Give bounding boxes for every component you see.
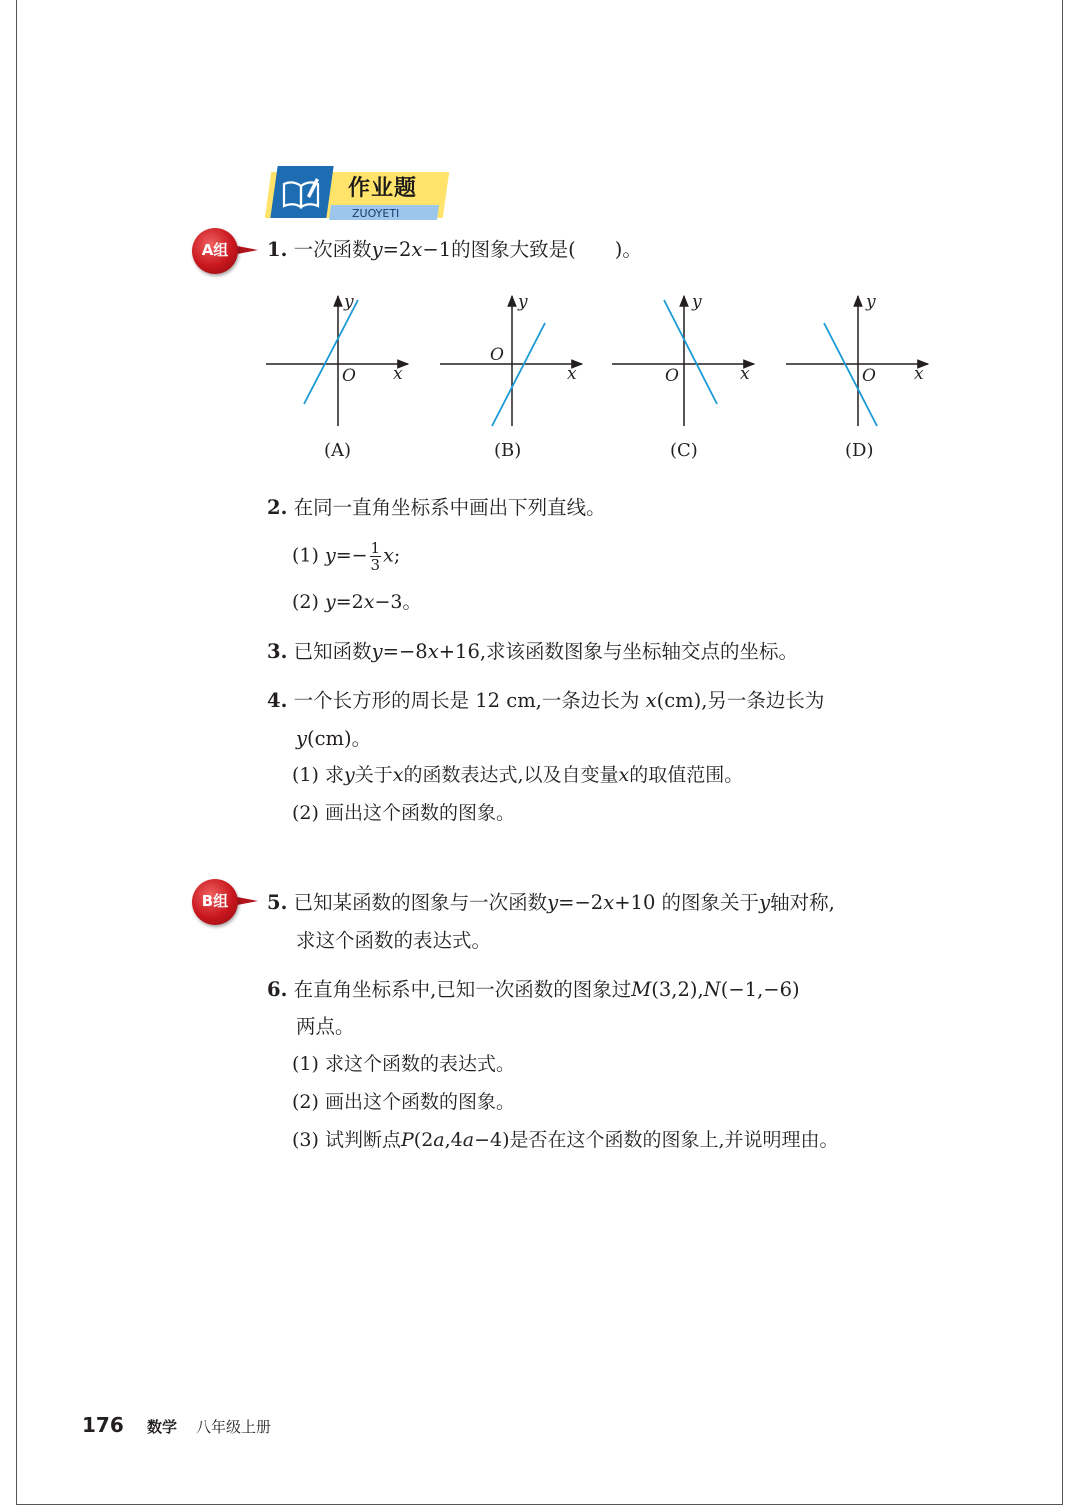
q3-post: +16,求该函数图象与坐标轴交点的坐标。 <box>438 640 799 663</box>
q1-var-y: y <box>371 238 383 261</box>
q5-line-2: 求这个函数的表达式。 <box>296 929 492 952</box>
q2-p1-eq: =− <box>335 544 368 567</box>
question-5 <box>267 890 835 916</box>
q2-p1-fraction <box>370 540 382 573</box>
q1-text-pre: 一次函数 <box>293 238 372 261</box>
q1-eq-mid: =2 <box>382 238 412 261</box>
q2-text: 在同一直角坐标系中画出下列直线。 <box>293 496 606 519</box>
graph-a-x-label: x <box>393 364 403 384</box>
q2-p1-end: ; <box>393 544 401 567</box>
graph-c-x-label: x <box>740 364 750 384</box>
q4-p1-a: 求 <box>324 764 344 786</box>
question-6 <box>267 977 800 1003</box>
q6-p1-text: 求这个函数的表达式。 <box>324 1053 515 1075</box>
page-number: 176 <box>82 1413 124 1437</box>
q3-var-x: x <box>427 640 439 663</box>
graph-c-label: (C) <box>670 440 698 461</box>
question-number: 1. <box>267 238 288 261</box>
q2-part-2 <box>292 589 421 615</box>
q4-part-1-label: (1) <box>292 764 319 786</box>
group-b-badge: B组 <box>192 879 238 925</box>
q6-part-2-label: (2) <box>292 1091 319 1113</box>
q1-eq-post: −1 <box>422 238 452 261</box>
q5-line1-post: +10 的图象关于 <box>614 891 760 914</box>
q5-line1-mid: =−2 <box>558 891 604 914</box>
q5-line1-end: 轴对称, <box>770 891 835 914</box>
q6-line1-pre: 在直角坐标系中,已知一次函数的图象过 <box>293 978 632 1001</box>
q6-p3-point-p: P <box>400 1129 414 1151</box>
graph-b-origin: O <box>490 345 504 365</box>
q4-line2-post: (cm)。 <box>307 727 372 750</box>
q3-pre: 已知函数 <box>293 640 372 663</box>
question-number: 2. <box>267 496 288 519</box>
q2-part-1-label: (1) <box>292 544 319 567</box>
graph-option-c <box>612 296 754 426</box>
question-1 <box>267 237 642 263</box>
q1-var-x: x <box>411 238 423 261</box>
q4-line1-post: (cm),另一条边长为 <box>656 689 825 712</box>
q6-point-m: M <box>631 978 652 1001</box>
q4-var-x: x <box>645 689 657 712</box>
q6-m-coord: (3,2), <box>651 978 704 1001</box>
graph-a-label: (A) <box>324 440 352 461</box>
graph-b-label: (B) <box>494 440 522 461</box>
graph-option-d <box>786 296 928 426</box>
question-3 <box>267 639 798 665</box>
q6-n-coord: (−1,−6) <box>720 978 800 1001</box>
footer-subject: 数学 <box>147 1418 178 1436</box>
q6-p3-var-a2: a <box>462 1129 475 1151</box>
q4-p1-y: y <box>343 764 355 786</box>
open-book-pencil-icon <box>280 174 324 212</box>
q4-part-1 <box>292 762 743 788</box>
q2-p2-end: −3。 <box>374 591 422 613</box>
q2-p1-x: x <box>383 544 394 567</box>
q6-part-3-label: (3) <box>292 1129 319 1151</box>
graph-option-b <box>440 296 582 426</box>
q6-line-2: 两点。 <box>296 1015 355 1038</box>
page-border <box>16 0 1063 1505</box>
graph-d-origin: O <box>862 366 876 386</box>
q6-p3-var-a1: a <box>433 1129 445 1151</box>
q4-var-y: y <box>296 727 308 750</box>
q6-p3-d: −4)是否在这个函数的图象上,并说明理由。 <box>474 1129 839 1151</box>
q4-p1-x2: x <box>618 764 630 786</box>
q6-part-2 <box>292 1089 515 1115</box>
question-number: 4. <box>267 689 288 712</box>
graph-c-origin: O <box>665 366 679 386</box>
header-title: 作业题 <box>348 176 418 201</box>
graph-d-y-label: y <box>866 292 876 312</box>
header-subtitle: ZUOYETI <box>352 207 400 220</box>
fraction-numerator: 1 <box>370 539 381 557</box>
graph-a-origin: O <box>342 366 356 386</box>
question-number: 6. <box>267 978 288 1001</box>
q6-point-n: N <box>703 978 721 1001</box>
q2-part-1 <box>292 540 400 573</box>
q4-part-2-label: (2) <box>292 802 319 824</box>
question-4 <box>267 688 824 714</box>
q2-p2-y: y <box>324 591 336 613</box>
q5-var-y: y <box>547 891 559 914</box>
question-2 <box>267 495 606 521</box>
graph-b-y-label: y <box>518 292 528 312</box>
question-number: 5. <box>267 891 288 914</box>
q5-var-x: x <box>603 891 615 914</box>
q6-part-1-label: (1) <box>292 1053 319 1075</box>
q5-line1-pre: 已知某函数的图象与一次函数 <box>293 891 548 914</box>
graph-b-x-label: x <box>567 364 577 384</box>
q6-p2-text: 画出这个函数的图象。 <box>324 1091 515 1113</box>
q4-p1-c: 的函数表达式,以及自变量 <box>403 764 619 786</box>
footer-grade: 八年级上册 <box>196 1418 272 1436</box>
graph-a-y-label: y <box>344 292 354 312</box>
q2-p1-y: y <box>324 544 336 567</box>
graph-option-a <box>266 296 408 426</box>
q6-part-1 <box>292 1051 515 1077</box>
q4-p2-text: 画出这个函数的图象。 <box>324 802 515 824</box>
group-a-badge: A组 <box>192 228 238 274</box>
graph-d-label: (D) <box>845 440 874 461</box>
q6-part-3 <box>292 1127 839 1153</box>
q6-p3-c: ,4 <box>444 1129 463 1151</box>
q5-var-y2: y <box>759 891 771 914</box>
q6-p3-a: 试判断点 <box>324 1129 401 1151</box>
q2-part-2-label: (2) <box>292 591 319 613</box>
q4-line1-pre: 一个长方形的周长是 12 cm,一条边长为 <box>293 689 646 712</box>
q4-p1-d: 的取值范围。 <box>629 764 744 786</box>
question-number: 3. <box>267 640 288 663</box>
q4-line-2 <box>296 726 371 752</box>
q2-p2-eq: =2 <box>335 591 364 613</box>
q1-option-graphs <box>260 290 940 470</box>
q2-p2-x: x <box>363 591 375 613</box>
graph-c-y-label: y <box>692 292 702 312</box>
q1-text-tail: 的图象大致是( )。 <box>451 238 642 261</box>
q3-var-y: y <box>371 640 383 663</box>
q4-p1-b: 关于 <box>354 764 393 786</box>
q4-p1-x: x <box>392 764 404 786</box>
graph-d-x-label: x <box>914 364 924 384</box>
q3-mid: =−8 <box>382 640 428 663</box>
q6-p3-b: (2 <box>413 1129 434 1151</box>
fraction-denominator: 3 <box>370 556 381 574</box>
q4-part-2 <box>292 800 515 826</box>
